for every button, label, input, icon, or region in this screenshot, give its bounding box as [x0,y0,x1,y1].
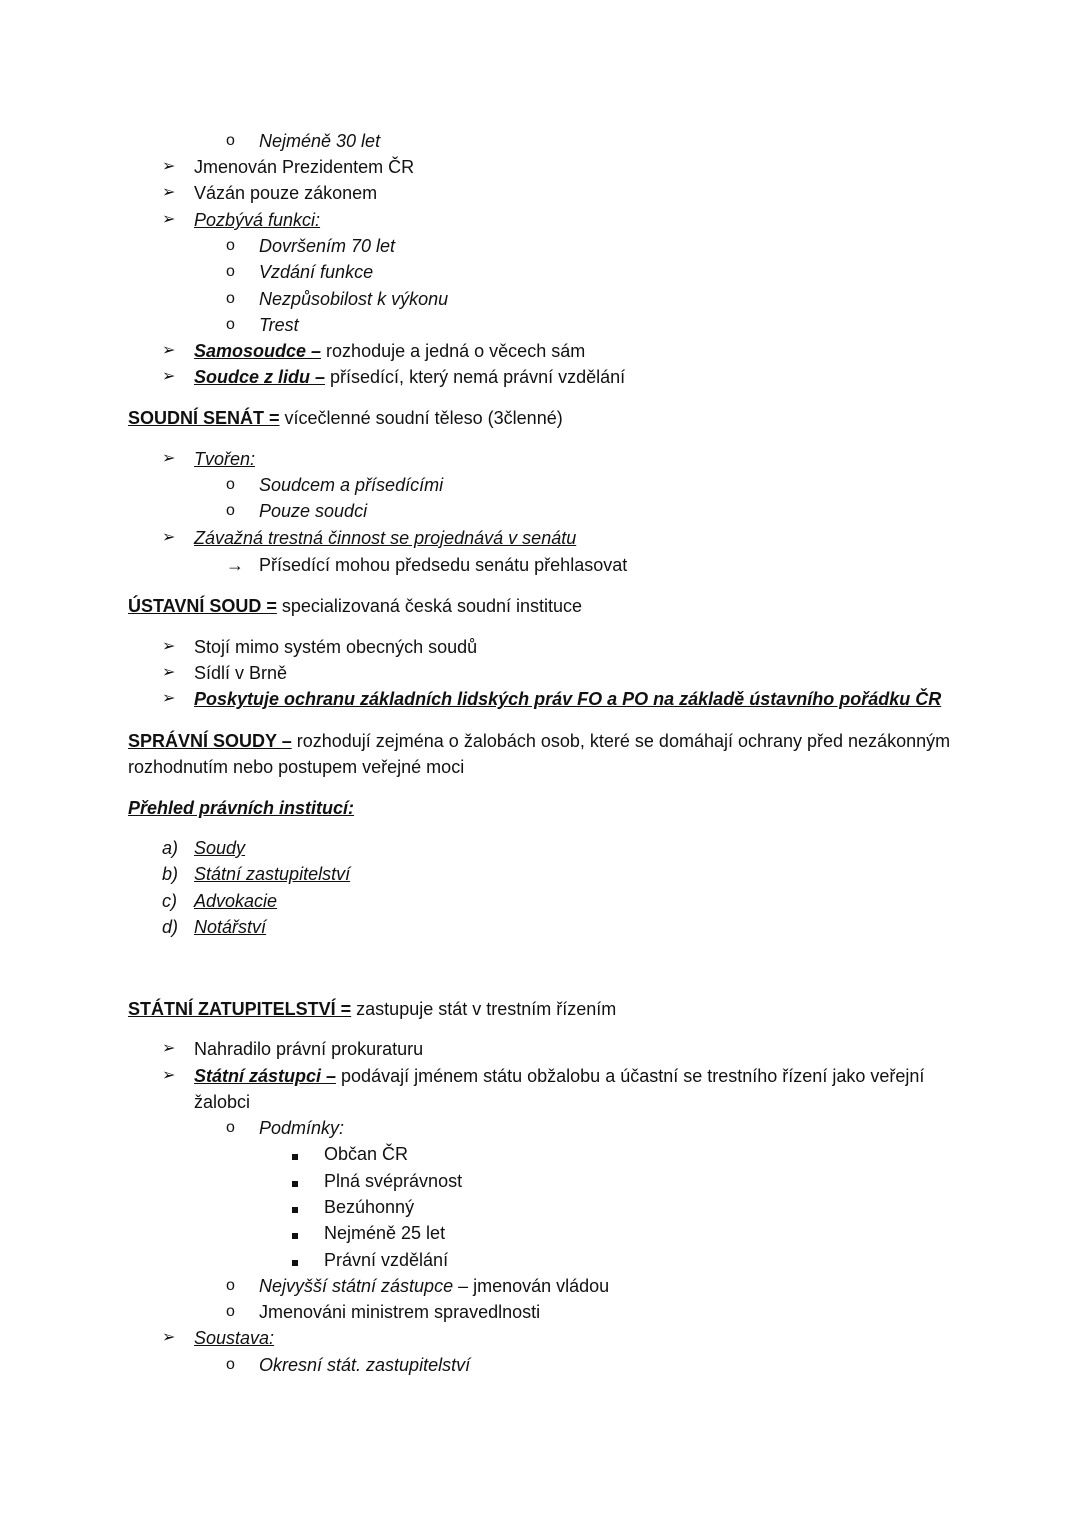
list-item-label: Pozbývá funkci: [194,210,321,230]
list-item [194,340,585,362]
term: Státní zástupci – [194,1066,337,1086]
list-item [194,366,625,388]
list-item: Soudcem a přísedícími [259,475,444,495]
paragraph-continuation: rozhodnutím nebo postupem veřejné moci [128,757,465,777]
list-marker: d) [162,917,179,937]
circle-bullet-icon: o [226,290,235,307]
heading-term: SOUDNÍ SENÁT = [128,408,280,428]
list-item: Pouze soudci [259,501,368,521]
section-heading: Přehled právních institucí: [128,798,355,818]
list-item: Přísedící mohou předsedu senátu přehlasovat [259,555,628,575]
list-item-label: Podmínky: [259,1118,345,1138]
heading-term: STÁTNÍ ZATUPITELSTVÍ = [128,999,352,1019]
arrow-bullet-icon: ➢ [162,529,176,546]
list-item: Vázán pouze zákonem [194,183,378,203]
circle-bullet-icon: o [226,1303,235,1320]
heading-term: ÚSTAVNÍ SOUD = [128,596,277,616]
arrow-right-icon: → [226,555,244,575]
list-item-label: Tvořen: [194,449,256,469]
list-item-label: Soustava: [194,1328,275,1348]
square-bullet-icon [292,1143,298,1165]
list-item: Dovršením 70 let [259,236,396,256]
section-heading [128,730,950,752]
arrow-bullet-icon: ➢ [162,342,176,359]
list-item: Trest [259,315,299,335]
list-item: Bezúhonný [324,1197,415,1217]
circle-bullet-icon: o [226,263,235,280]
list-item [259,1275,609,1297]
list-marker: c) [162,891,177,911]
section-heading [128,407,563,429]
circle-bullet-icon: o [226,476,235,493]
list-marker: a) [162,838,179,858]
arrow-bullet-icon: ➢ [162,638,176,655]
list-item: Jmenováni ministrem spravedlnosti [259,1302,541,1322]
circle-bullet-icon: o [226,316,235,333]
arrow-bullet-icon: ➢ [162,211,176,228]
heading-term: SPRÁVNÍ SOUDY – [128,731,292,751]
circle-bullet-icon: o [226,502,235,519]
list-item: Občan ČR [324,1144,409,1164]
list-item: Jmenován Prezidentem ČR [194,157,415,177]
definition: – jmenován vládou [453,1276,610,1296]
list-item: Vzdání funkce [259,262,374,282]
square-bullet-icon [292,1222,298,1244]
arrow-bullet-icon: ➢ [162,184,176,201]
list-marker: b) [162,864,179,884]
term: Samosoudce – [194,341,322,361]
arrow-bullet-icon: ➢ [162,158,176,175]
arrow-bullet-icon: ➢ [162,1067,176,1084]
list-item: Nezpůsobilost k výkonu [259,289,449,309]
definition: přísedící, který nemá právní vzdělání [325,367,626,387]
list-item: Soudy [194,838,246,858]
list-item: Advokacie [194,891,278,911]
heading-desc: rozhodují zejména o žalobách osob, které se domáhají ochrany před nezákonným [291,731,951,751]
section-heading [128,595,582,617]
circle-bullet-icon: o [226,1119,235,1136]
circle-bullet-icon: o [226,1277,235,1294]
arrow-bullet-icon: ➢ [162,1329,176,1346]
list-item: Nahradilo právní prokuraturu [194,1039,424,1059]
heading-desc: specializovaná česká soudní instituce [276,596,583,616]
heading-desc: zastupuje stát v trestním řízením [351,999,617,1019]
arrow-bullet-icon: ➢ [162,690,176,707]
arrow-bullet-icon: ➢ [162,450,176,467]
heading-desc: vícečlenné soudní těleso (3členné) [279,408,563,428]
list-item: Závažná trestná činnost se projednává v senátu [194,528,577,548]
square-bullet-icon [292,1249,298,1271]
arrow-bullet-icon: ➢ [162,664,176,681]
list-item: Státní zastupitelství [194,864,351,884]
square-bullet-icon [292,1170,298,1192]
term: Nejvyšší státní zástupce [259,1276,454,1296]
term: Soudce z lidu – [194,367,326,387]
circle-bullet-icon: o [226,132,235,149]
list-item: Plná svéprávnost [324,1171,463,1191]
list-item: Sídlí v Brně [194,663,288,683]
definition: rozhoduje a jedná o věcech sám [321,341,586,361]
list-item: Okresní stát. zastupitelství [259,1355,471,1375]
circle-bullet-icon: o [226,237,235,254]
list-item [194,1065,924,1087]
square-bullet-icon [292,1196,298,1218]
circle-bullet-icon: o [226,1356,235,1373]
arrow-bullet-icon: ➢ [162,1040,176,1057]
list-item: Stojí mimo systém obecných soudů [194,637,478,657]
definition: podávají jménem státu obžalobu a účastní se trestního řízení jako veřejní [336,1066,925,1086]
list-item: Nejméně 30 let [259,131,381,151]
section-heading [128,998,616,1020]
list-item: Právní vzdělání [324,1250,449,1270]
list-item-continuation: žalobci [194,1092,251,1112]
list-item: Nejméně 25 let [324,1223,446,1243]
list-item: Poskytuje ochranu základních lidských práv FO a PO na základě ústavního pořádku ČR [194,689,942,709]
arrow-bullet-icon: ➢ [162,368,176,385]
list-item: Notářství [194,917,267,937]
